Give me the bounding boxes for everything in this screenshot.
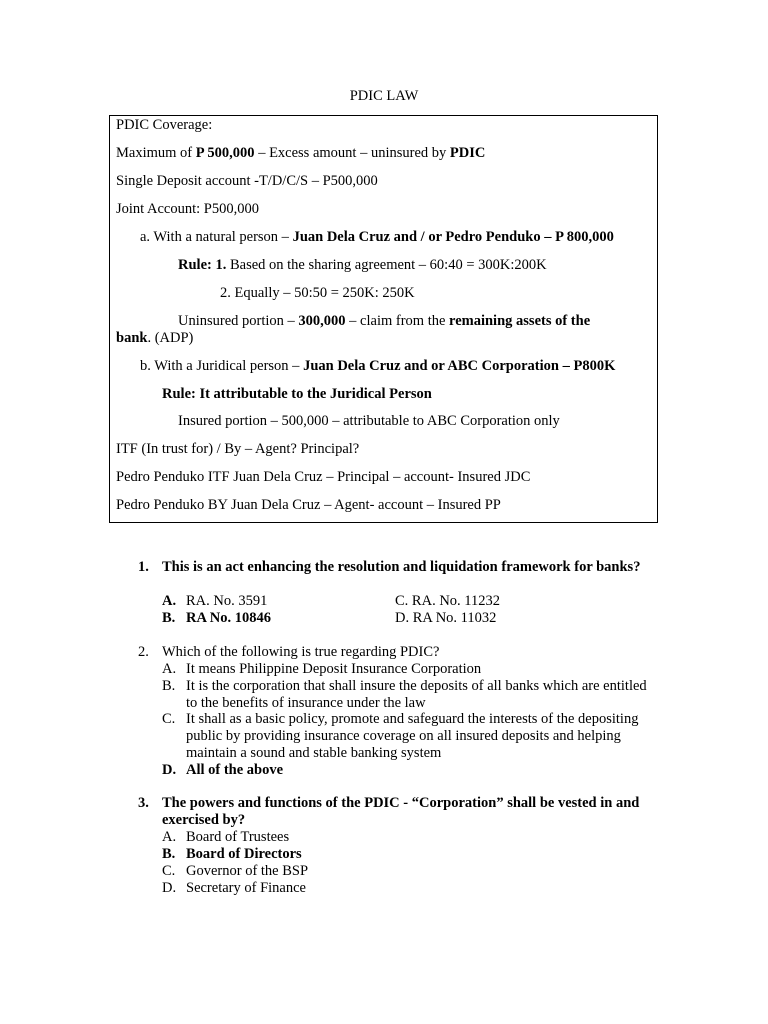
coverage-juridical-person: b. With a Juridical person – Juan Dela Cruz and or ABC Corporation – P800K [140,358,616,374]
coverage-box [109,115,658,523]
question-text: This is an act enhancing the resolution and liquidation framework for banks? [162,559,641,575]
coverage-uninsured: Uninsured portion – 300,000 – claim from the remaining assets of the [178,313,591,329]
coverage-uninsured-cont: bank. (ADP) [116,330,194,346]
coverage-by-example: Pedro Penduko BY Juan Dela Cruz – Agent- account – Insured PP [116,497,501,513]
page-title: PDIC LAW [349,88,419,104]
option-c: C. RA. No. 11232 [395,593,500,609]
coverage-single: Single Deposit account -T/D/C/S – P500,000 [116,173,378,189]
question-number: 1. [138,559,149,575]
question-text: The powers and functions of the PDIC - “Corporation” shall be vested in and exercised by? [162,795,640,828]
question-number: 2. [138,644,149,660]
coverage-juridical-rule: Rule: It attributable to the Juridical Person [162,386,432,402]
coverage-maximum: Maximum of P 500,000 – Excess amount – uninsured by PDIC [116,145,486,161]
coverage-joint: Joint Account: P500,000 [116,201,259,217]
coverage-rule-2: 2. Equally – 50:50 = 250K: 250K [220,285,415,301]
coverage-itf-example: Pedro Penduko ITF Juan Dela Cruz – Principal – account- Insured JDC [116,469,531,485]
question-text: Which of the following is true regarding PDIC? [162,644,440,660]
coverage-natural-person: a. With a natural person – Juan Dela Cruz and / or Pedro Penduko – P 800,000 [140,229,614,245]
coverage-rule-1: Rule: 1. Based on the sharing agreement – 60:40 = 300K:200K [178,257,547,273]
coverage-itf: ITF (In trust for) / By – Agent? Principal? [116,441,360,457]
coverage-insured-portion: Insured portion – 500,000 – attributable to ABC Corporation only [178,413,560,429]
coverage-heading: PDIC Coverage: [116,117,213,133]
question-number: 3. [138,795,149,811]
option-d: D. RA No. 11032 [395,610,497,626]
